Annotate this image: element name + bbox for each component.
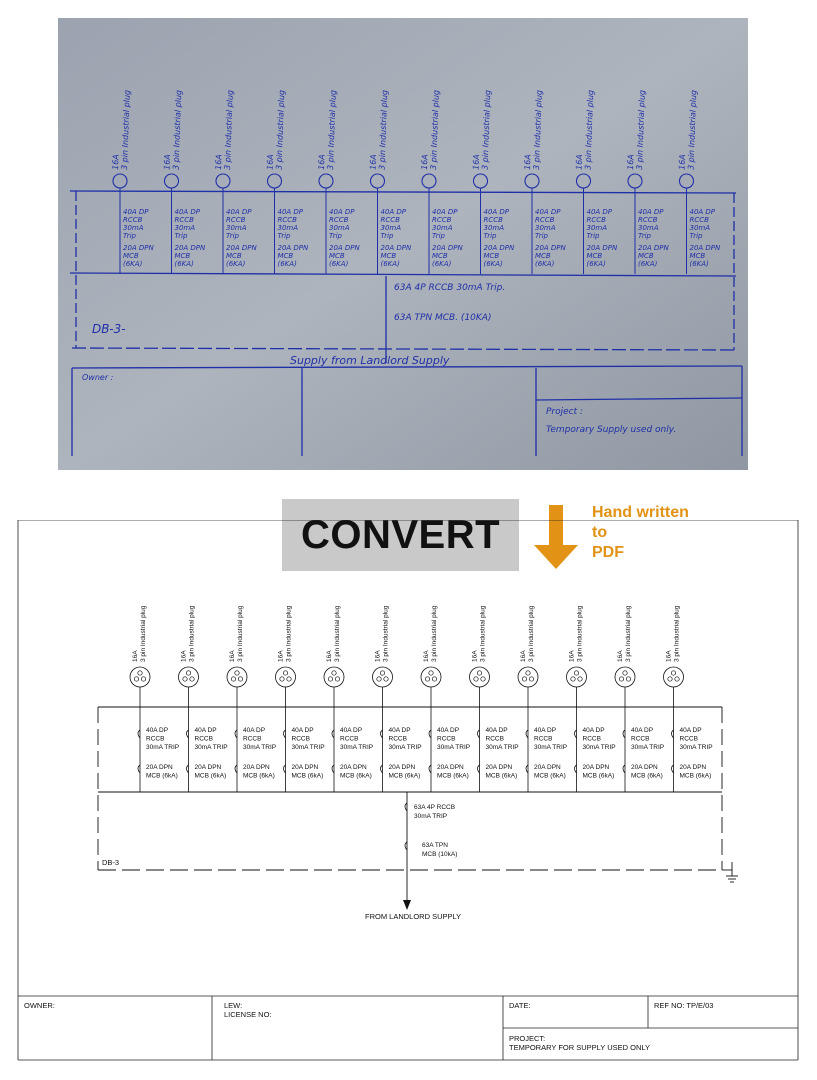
hand-rccb-line-4: Trip [174,232,188,240]
hand-plug-type: 3 pin Industrial plug [120,89,132,171]
industrial-plug-icon [227,667,247,687]
hand-rccb-line-2: RCCB [380,216,400,224]
rccb-label-line-3: 30mA TRIP [582,744,616,751]
hand-mcb-line-2: MCB [277,252,294,260]
rccb-label-line-3: 30mA TRIP [631,744,665,751]
plug-rating-label: 16A [326,650,333,662]
main-mcb-line-1: 63A TPN [422,842,448,849]
hand-mcb-line-3: (6KA) [123,260,143,268]
rccb-label-line-1: 40A DP [388,727,411,734]
main-mcb-line-2: MCB (10kA) [422,851,458,858]
hand-plug-type: 3 pin Industrial plug [635,89,647,171]
mcb-label-line-1: 20A DPN [388,764,416,771]
circuit-12 [664,605,713,792]
plug-rating-label: 16A [665,650,673,662]
plug-type-label: 3 pin Industrial plug [285,605,293,662]
hand-mcb-line-1: 20A DPN [586,244,618,252]
hand-rccb-line-4: Trip [226,232,239,240]
circuit-3 [227,605,276,792]
rccb-label-line-2: RCCB [485,735,504,743]
main-rccb-line-1: 63A 4P RCCB [414,804,456,811]
rccb-label-line-3: 30mA TRIP [679,744,713,751]
hand-mcb-line-1: 20A DPN [380,244,412,252]
mcb-label-line-1: 20A DPN [679,764,707,771]
plug-rating-label: 16A [277,650,285,662]
hand-rccb-line-4: Trip [380,232,394,240]
hand-mcb-line-3: (6KA) [380,260,400,268]
rccb-label-line-3: 30mA TRIP [388,744,422,751]
hand-mcb-line-1: 20A DPN [689,244,721,252]
hand-mcb-line-2: MCB [226,252,242,260]
hand-rccb-line-3: 30mA [689,224,711,232]
license-label: LICENSE NO: [224,1010,272,1019]
hand-plug-rating: 16A [626,154,636,171]
hand-rccb-line-3: 30mA [277,224,299,232]
db-label: DB-3 [102,858,120,867]
hand-mcb-line-1: 20A DPN [432,244,463,252]
circuit-6 [373,605,422,792]
plug-rating-label: 16A [229,650,236,662]
plug-rating-label: 16A [568,650,576,662]
hand-mcb-line-2: MCB [174,252,191,260]
hand-rccb-line-4: Trip [586,232,600,240]
hand-mcb-line-2: MCB [638,252,654,260]
hand-supply-label: Supply from Landlord Supply [290,354,450,367]
plug-rating-label: 16A [374,650,382,662]
rccb-label-line-2: RCCB [679,735,698,743]
hand-rccb-line-1: 40A DP [586,208,613,216]
hand-rccb-line-1: 40A DP [689,208,716,216]
lew-label: LEW: [224,1001,243,1010]
hand-mcb-line-1: 20A DPN [329,244,360,252]
rccb-label-line-3: 30mA TRIP [291,744,325,751]
plug-type-label: 3 pin Industrial plug [625,605,632,662]
hand-rccb-line-4: Trip [329,232,342,240]
hand-rccb-line-4: Trip [123,232,136,240]
owner-label: OWNER: [24,1001,55,1010]
hand-rccb-line-2: RCCB [174,216,194,224]
hand-plug-rating: 16A [420,154,430,171]
rccb-label-line-2: RCCB [340,735,359,743]
rccb-label-line-2: RCCB [146,735,165,743]
rccb-label-line-3: 30mA TRIP [437,744,471,751]
hand-plug-rating: 16A [111,154,121,171]
hand-mcb-line-1: 20A DPN [174,244,206,252]
circuit-1 [130,605,179,792]
hand-mcb-line-1: 20A DPN [277,244,309,252]
plug-rating-label: 16A [617,650,624,662]
hand-rccb-line-1: 40A DP [329,208,355,216]
mcb-label-line-1: 20A DPN [437,764,464,771]
hand-owner: Owner : [82,373,114,382]
rccb-label-line-3: 30mA TRIP [243,744,277,751]
mcb-label-line-1: 20A DPN [631,764,658,771]
hand-rccb-line-2: RCCB [483,216,503,224]
mcb-label-line-2: MCB (6kA) [485,772,518,780]
project-value: TEMPORARY FOR SUPPLY USED ONLY [509,1043,651,1052]
hand-main-rccb: 63A 4P RCCB 30mA Trip. [394,283,506,293]
hand-plug-rating: 16A [162,154,173,171]
hand-rccb-line-2: RCCB [123,216,143,224]
industrial-plug-icon [470,667,490,687]
rccb-label-line-2: RCCB [437,735,456,743]
mcb-label-line-1: 20A DPN [582,764,610,771]
hand-rccb-line-2: RCCB [689,216,709,224]
hand-mcb-line-1: 20A DPN [483,244,515,252]
hand-rccb-line-3: 30mA [329,224,350,232]
mcb-label-line-1: 20A DPN [146,764,173,771]
rccb-label-line-1: 40A DP [243,727,266,734]
industrial-plug-icon [518,667,538,687]
mcb-label-line-2: MCB (6kA) [631,772,663,780]
hand-mcb-line-2: MCB [483,252,500,260]
hand-plug-rating: 16A [265,154,276,171]
hand-mcb-line-2: MCB [329,252,345,260]
plug-type-label: 3 pin Industrial plug [528,605,535,662]
handwritten-photo [58,18,748,470]
rccb-label-line-1: 40A DP [534,727,557,734]
rccb-label-line-3: 30mA TRIP [534,744,568,751]
circuit-9 [518,605,567,792]
hand-mcb-line-3: (6KA) [174,260,194,268]
hand-rccb-line-3: 30mA [123,224,144,232]
hand-rccb-line-3: 30mA [380,224,402,232]
hand-plug-type: 3 pin Industrial plug [429,89,441,171]
hand-rccb-line-1: 40A DP [638,208,664,216]
plug-type-label: 3 pin Industrial plug [237,605,244,662]
industrial-plug-icon [615,667,635,687]
hand-plug-type: 3 pin Industrial plug [532,89,544,171]
hand-plug-type: 3 pin Industrial plug [583,89,596,171]
hand-mcb-line-3: (6KA) [329,260,349,268]
circuit-7 [421,605,470,792]
convert-label: CONVERT [300,512,501,557]
hand-rccb-line-4: Trip [689,232,703,240]
hand-plug-rating: 16A [677,154,688,171]
plug-rating-label: 16A [180,650,188,662]
plug-rating-label: 16A [132,650,139,662]
circuit-4 [276,605,325,792]
hand-main-mcb: 63A TPN MCB. (10KA) [394,313,492,323]
circuit-5 [324,605,373,792]
rccb-label-line-1: 40A DP [437,727,460,734]
mcb-label-line-2: MCB (6kA) [388,772,421,780]
industrial-plug-icon [421,667,441,687]
mcb-label-line-1: 20A DPN [243,764,270,771]
hand-mcb-line-3: (6KA) [638,260,658,268]
rccb-label-line-1: 40A DP [194,727,217,734]
hand-rccb-line-2: RCCB [329,216,349,224]
rccb-label-line-2: RCCB [534,735,553,743]
main-rccb-line-2: 30mA TRIP [414,813,448,820]
hand-db-label: DB-3- [92,322,126,336]
hand-mcb-line-2: MCB [535,252,551,260]
hand-plug-type: 3 pin Industrial plug [274,89,287,171]
circuit-2 [179,605,228,792]
hand-rccb-line-1: 40A DP [535,208,561,216]
mcb-label-line-1: 20A DPN [291,764,319,771]
schematic-diagram [0,520,817,1080]
hand-project: Project : [546,407,584,417]
rccb-label-line-1: 40A DP [679,727,702,734]
hand-plug-type: 3 pin Industrial plug [171,89,184,171]
mcb-label-line-2: MCB (6kA) [582,772,615,780]
hand-rccb-line-4: Trip [483,232,497,240]
hand-plug-type: 3 pin Industrial plug [223,89,235,171]
hand-mcb-line-3: (6KA) [586,260,606,268]
rccb-label-line-3: 30mA TRIP [340,744,374,751]
hand-rccb-line-4: Trip [638,232,651,240]
hand-rccb-line-1: 40A DP [432,208,458,216]
industrial-plug-icon [324,667,344,687]
industrial-plug-icon [276,667,296,687]
hand-plug-rating: 16A [368,154,379,171]
plug-type-label: 3 pin Industrial plug [479,605,487,662]
hand-rccb-line-1: 40A DP [226,208,252,216]
hand-plug-rating: 16A [214,154,224,171]
hand-rccb-line-1: 40A DP [123,208,149,216]
rccb-label-line-1: 40A DP [291,727,314,734]
hand-plug-type: 3 pin Industrial plug [377,89,390,171]
plug-type-label: 3 pin Industrial plug [140,605,147,662]
plug-rating-label: 16A [471,650,479,662]
hand-mcb-line-1: 20A DPN [226,244,257,252]
hand-mcb-line-2: MCB [432,252,448,260]
hand-rccb-line-4: Trip [535,232,548,240]
hand-rccb-line-3: 30mA [226,224,247,232]
hand-rccb-line-2: RCCB [638,216,658,224]
mcb-label-line-2: MCB (6kA) [146,772,178,780]
hand-rccb-line-1: 40A DP [483,208,510,216]
circuit-8 [470,605,519,792]
rccb-label-line-2: RCCB [194,735,213,743]
hand-rccb-line-1: 40A DP [380,208,407,216]
hand-mcb-line-3: (6KA) [483,260,503,268]
hand-rccb-line-3: 30mA [174,224,196,232]
mcb-label-line-1: 20A DPN [194,764,222,771]
hand-mcb-line-3: (6KA) [689,260,709,268]
rccb-label-line-1: 40A DP [631,727,654,734]
hand-rccb-line-2: RCCB [226,216,246,224]
hand-plug-rating: 16A [471,154,482,171]
mcb-label-line-2: MCB (6kA) [194,772,227,780]
hand-mcb-line-2: MCB [123,252,139,260]
plug-type-label: 3 pin Industrial plug [382,605,390,662]
hand-project-value: Temporary Supply used only. [546,425,677,435]
circuit-group [130,605,713,792]
industrial-plug-icon [179,667,199,687]
plug-type-label: 3 pin Industrial plug [673,605,681,662]
hand-mcb-line-2: MCB [380,252,397,260]
hand-rccb-line-3: 30mA [483,224,505,232]
hand-rccb-line-2: RCCB [432,216,452,224]
hand-plug-rating: 16A [317,154,327,171]
industrial-plug-icon [373,667,393,687]
hand-plug-rating: 16A [523,154,533,171]
rccb-label-line-2: RCCB [631,735,650,743]
hand-rccb-line-3: 30mA [586,224,608,232]
hand-plug-rating: 16A [574,154,585,171]
mcb-label-line-1: 20A DPN [534,764,561,771]
industrial-plug-icon [664,667,684,687]
hand-rccb-line-2: RCCB [586,216,606,224]
plug-type-label: 3 pin Industrial plug [576,605,584,662]
hand-mcb-line-3: (6KA) [432,260,452,268]
hand-mcb-line-1: 20A DPN [123,244,154,252]
rccb-label-line-1: 40A DP [485,727,508,734]
hand-mcb-line-3: (6KA) [226,260,246,268]
rccb-label-line-3: 30mA TRIP [485,744,519,751]
rccb-label-line-1: 40A DP [582,727,605,734]
mcb-label-line-2: MCB (6kA) [340,772,372,780]
hand-rccb-line-3: 30mA [432,224,453,232]
rccb-label-line-2: RCCB [388,735,407,743]
industrial-plug-icon [567,667,587,687]
mcb-label-line-1: 20A DPN [340,764,367,771]
hand-mcb-line-3: (6KA) [535,260,555,268]
mcb-label-line-2: MCB (6kA) [534,772,566,780]
rccb-label-line-2: RCCB [243,735,262,743]
project-label: PROJECT: [509,1034,546,1043]
hand-mcb-line-2: MCB [586,252,603,260]
hand-rccb-line-1: 40A DP [174,208,201,216]
plug-type-label: 3 pin Industrial plug [334,605,341,662]
hand-rccb-line-1: 40A DP [277,208,304,216]
supply-label: FROM LANDLORD SUPPLY [365,912,462,921]
plug-type-label: 3 pin Industrial plug [188,605,196,662]
hand-written-to-pdf-label: Hand written to PDF [592,504,689,561]
circuit-11 [615,605,664,792]
ref-label: REF NO: TP/E/03 [654,1001,714,1010]
hand-plug-type: 3 pin Industrial plug [326,89,338,171]
rccb-label-line-2: RCCB [582,735,601,743]
plug-type-label: 3 pin Industrial plug [431,605,438,662]
mcb-label-line-2: MCB (6kA) [243,772,275,780]
rccb-label-line-3: 30mA TRIP [194,744,228,751]
mcb-label-line-2: MCB (6kA) [679,772,712,780]
rccb-label-line-1: 40A DP [340,727,363,734]
mcb-label-line-1: 20A DPN [485,764,513,771]
mcb-label-line-2: MCB (6kA) [437,772,469,780]
rccb-label-line-3: 30mA TRIP [146,744,180,751]
hand-mcb-line-1: 20A DPN [535,244,566,252]
hand-rccb-line-4: Trip [277,232,291,240]
plug-rating-label: 16A [423,650,430,662]
hand-rccb-line-2: RCCB [535,216,555,224]
hand-plug-type: 3 pin Industrial plug [686,89,699,171]
date-label: DATE: [509,1001,531,1010]
hand-rccb-line-2: RCCB [277,216,297,224]
hand-mcb-line-3: (6KA) [277,260,297,268]
hand-rccb-line-3: 30mA [535,224,556,232]
circuit-10 [567,605,616,792]
hand-plug-type: 3 pin Industrial plug [480,89,493,171]
industrial-plug-icon [130,667,150,687]
hand-mcb-line-2: MCB [689,252,706,260]
plug-rating-label: 16A [520,650,527,662]
rccb-label-line-2: RCCB [291,735,310,743]
hand-mcb-line-1: 20A DPN [638,244,669,252]
hand-rccb-line-3: 30mA [638,224,659,232]
rccb-label-line-1: 40A DP [146,727,169,734]
hand-rccb-line-4: Trip [432,232,445,240]
mcb-label-line-2: MCB (6kA) [291,772,324,780]
